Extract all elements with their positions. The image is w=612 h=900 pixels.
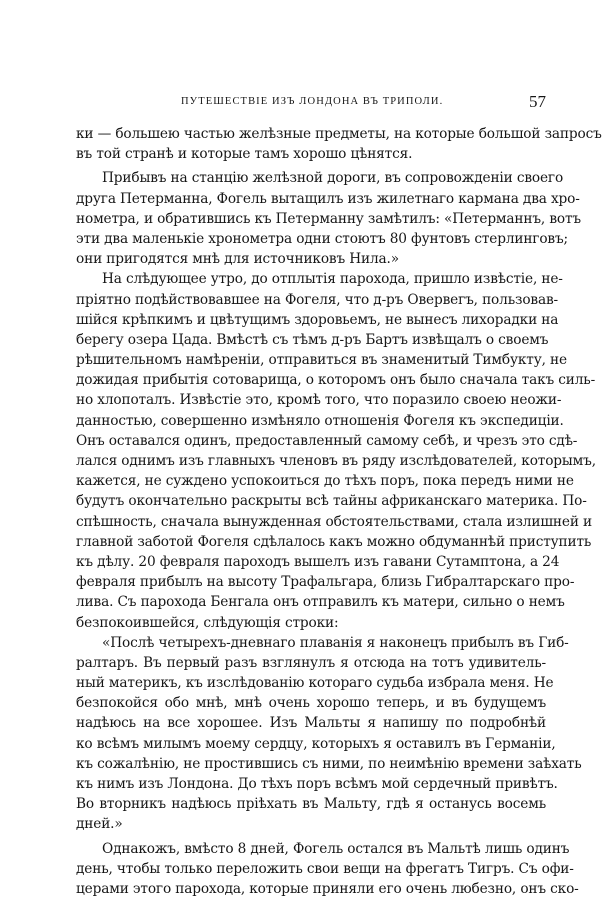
text-line: безпокойся обо мнѣ, мнѣ очень хорошо теперь, и въ будущемъ <box>76 695 546 712</box>
text-line: безпокоившейся, слѣдующія строки: <box>76 614 339 631</box>
text-line: рѣшительномъ намѣреніи, отправиться въ знаменитый Тимбукту, не <box>76 352 567 369</box>
text-line: февраля прибылъ на высоту Трафальгара, близь Гибралтарскаго про- <box>76 574 575 591</box>
text-line: къ дѣлу. 20 февраля пароходъ вышелъ изъ гавани Сутамптона, а 24 <box>76 553 560 570</box>
body-text <box>76 124 602 899</box>
text-line: эти два маленькіе хронометра одни стоютъ 80 фунтовъ стерлинговъ; <box>76 230 568 247</box>
text-line: Во вторникъ надѣюсь пріѣхать въ Мальту, гдѣ я останусь восемь <box>76 796 546 813</box>
text-line: къ нимъ изъ Лондона. До тѣхъ поръ всѣмъ мой сердечный привѣтъ. <box>76 776 558 792</box>
running-title: ПУТЕШЕСТВІЕ ИЗЪ ЛОНДОНА ВЪ ТРИПОЛИ. <box>181 96 444 107</box>
text-line: дожидая прибытія сотоварища, о которомъ онъ было сначала такъ силь- <box>76 372 596 389</box>
text-line: нометра, и обратившись къ Петерманну замѣтилъ: «Петерманнъ, вотъ <box>76 210 581 227</box>
running-header <box>76 94 546 114</box>
text-line: ко всѣмъ милымъ моему сердцу, которыхъ я оставилъ въ Германіи, <box>76 735 556 752</box>
text-line: пріятно подѣйствовавшее на Фогеля, что д-ръ Овервегъ, пользовав- <box>76 291 559 308</box>
text-line: ралтаръ. Въ первый разъ взглянулъ я отсюда на тотъ удивитель- <box>76 654 546 671</box>
text-line: день, чтобы только переложить свои вещи на фрегатъ Тигръ. Съ офи- <box>76 860 574 877</box>
page-number: 57 <box>529 92 546 111</box>
text-line: главной заботой Фогеля сдѣлалось какъ можно обдуманнѣй приступить <box>76 533 592 550</box>
text-line: въ той странѣ и которые тамъ хорошо цѣнятся. <box>76 146 413 163</box>
text-line: надѣюсь на все хорошее. Изъ Мальты я напишу по подробнѣй <box>76 715 546 732</box>
text-line: ный материкъ, къ изслѣдованію котораго судьба избрала меня. Не <box>76 675 554 692</box>
text-line: берегу озера Цада. Вмѣстѣ съ тѣмъ д-ръ Бартъ извѣщалъ о своемъ <box>76 331 549 348</box>
text-line: спѣшность, сначала вынужденная обстоятельствами, стала излишней и <box>76 513 592 530</box>
text-line: данностью, совершенно измѣняло отношенія Фогеля къ экспедиціи. <box>76 412 564 429</box>
text-line: Однакожъ, вмѣсто 8 дней, Фогель остался въ Мальтѣ лишь одинъ <box>102 840 570 857</box>
text-line: къ сожалѣнію, не простившись съ ними, по неимѣнію времени заѣхать <box>76 755 582 772</box>
text-line: церами этого парохода, которые приняли его очень любезно, онъ ско- <box>76 880 579 897</box>
text-line: кажется, не суждено успокоиться до тѣхъ поръ, пока передъ ними не <box>76 473 574 490</box>
text-line: Онъ оставался одинъ, предоставленный самому себѣ, и чрезъ это сдѣ- <box>76 432 578 449</box>
text-line: шійся крѣпкимъ и цвѣтущимъ здоровьемъ, не вынесъ лихорадки на <box>76 311 559 328</box>
text-line: На слѣдующее утро, до отплытія парохода, пришло извѣстіе, не- <box>102 271 563 288</box>
text-line: будутъ окончательно раскрыты всѣ тайны африканскаго материка. По- <box>76 493 587 510</box>
text-line: лива. Съ парохода Бенгала онъ отправилъ къ матери, сильно о немъ <box>76 594 565 611</box>
text-line: но хлопоталъ. Извѣстіе это, кромѣ того, что поразило своею неожи- <box>76 392 562 409</box>
text-line: друга Петерманна, Фогель вытащилъ изъ жилетнаго кармана два хро- <box>76 190 580 207</box>
text-line: Прибывъ на станцію желѣзной дороги, въ сопровожденіи своего <box>102 170 564 187</box>
text-line: дней.» <box>76 816 123 833</box>
text-line: ки — большею частью желѣзные предметы, на которые большой запросъ <box>76 126 602 142</box>
text-line: лался однимъ изъ главныхъ членовъ въ ряду изслѣдователей, которымъ, <box>76 453 596 469</box>
text-line: «Послѣ четырехъ-дневнаго плаванія я наконецъ прибылъ въ Гиб- <box>102 634 569 651</box>
text-line: они пригодятся мнѣ для источниковъ Нила.» <box>76 251 399 268</box>
